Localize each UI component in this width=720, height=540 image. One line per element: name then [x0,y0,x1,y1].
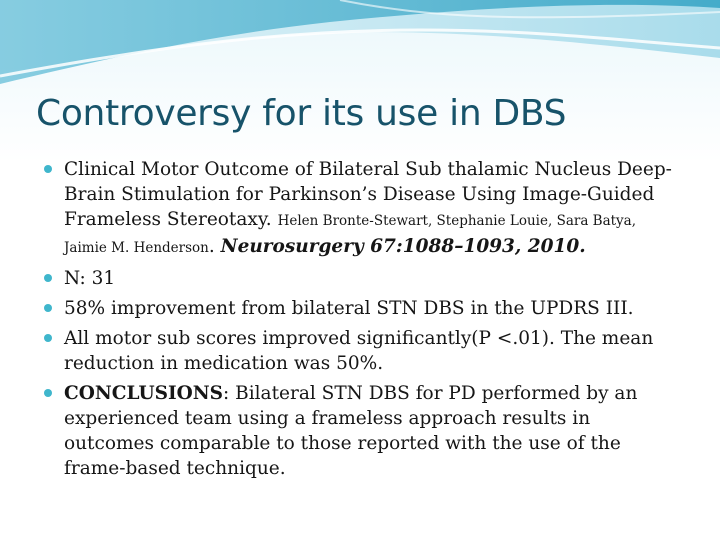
header-wave-decoration [0,0,720,90]
bullet-dot-icon [44,304,52,312]
motor-scores-text: All motor sub scores improved significantly(P <.01). The mean reduction in medication was 50%. [64,328,654,374]
conclusions-text: : Bilateral STN DBS for PD performed by an experienced team using a frameless approach results in outcomes comparable to those reported with the use of the frame-based technique. [64,383,638,479]
bullet-motor-scores [40,326,680,376]
study-title: Clinical Motor Outcome of Bilateral Sub thalamic Nucleus Deep-Brain Stimulation for Parkinson’s Disease Using Image-Guided Frameless Stereotaxy. [64,159,672,230]
bullet-dot-icon [44,334,52,342]
bullet-improvement [40,296,680,321]
bullet-sample-size [40,266,680,291]
bullet-conclusions [40,381,680,481]
bullet-list [40,157,680,486]
bullet-dot-icon [44,389,52,397]
authors-period: . [208,236,215,257]
bullet-study-reference [40,157,680,261]
sample-size-text: N: 31 [64,268,116,289]
study-authors: Helen Bronte-Stewart, Stephanie Louie, Sara Batya, Jaimie M. Henderson [64,213,637,256]
bullet-dot-icon [44,165,52,173]
slide-title: Controversy for its use in DBS [36,93,567,134]
journal-citation: Neurosurgery 67:1088–1093, 2010. [220,236,586,257]
conclusions-label: CONCLUSIONS [64,383,224,404]
improvement-text: 58% improvement from bilateral STN DBS in the UPDRS III. [64,298,634,319]
bullet-dot-icon [44,274,52,282]
